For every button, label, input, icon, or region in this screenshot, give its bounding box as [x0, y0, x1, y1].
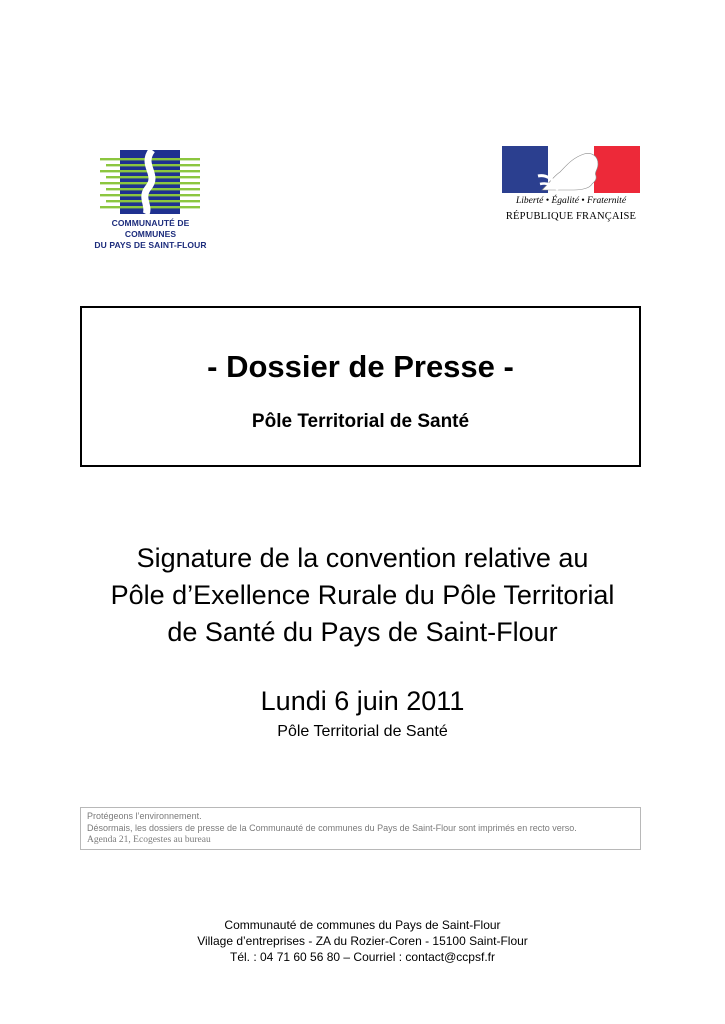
document-subtitle: Pôle Territorial de Santé: [251, 411, 470, 432]
footer-line-2: Village d’entreprises - ZA du Rozier-Coren - 15100 Saint-Flour: [197, 934, 528, 948]
environment-notice: [80, 807, 641, 850]
event-date: Lundi 6 juin 2011: [260, 686, 465, 716]
marianne-flag-icon: [502, 146, 640, 193]
republic-motto: Liberté • Égalité • Fraternité: [515, 196, 627, 206]
footer-address: [60, 917, 665, 965]
heading-line-2: Pôle d’Exellence Rurale du Pôle Territorial: [110, 580, 615, 610]
notice-line-2: Désormais, les dossiers de presse de la Communauté de communes du Pays de Saint-Flour sont imprimés en recto verso.: [87, 823, 577, 833]
heading-line-3: de Santé du Pays de Saint-Flour: [167, 617, 558, 647]
logo-left-line1: COMMUNAUTÉ DE COMMUNES: [111, 218, 190, 239]
title-box: [80, 306, 641, 467]
logo-left-line2: DU PAYS DE SAINT-FLOUR: [94, 240, 207, 250]
republic-name: RÉPUBLIQUE FRANÇAISE: [505, 211, 637, 222]
ccpsf-logo: [88, 148, 213, 248]
footer-line-1: Communauté de communes du Pays de Saint-Flour: [224, 918, 501, 932]
heading-line-1: Signature de la convention relative au: [136, 543, 589, 573]
document-title: - Dossier de Presse -: [207, 349, 514, 384]
notice-line-3: Agenda 21, Ecogestes au bureau: [87, 835, 211, 845]
footer-line-3: Tél. : 04 71 60 56 80 – Courriel : contact@ccpsf.fr: [230, 950, 495, 964]
republique-francaise-logo: [500, 144, 645, 234]
ccpsf-emblem: [100, 148, 200, 216]
event-place: Pôle Territorial de Santé: [277, 723, 448, 740]
main-heading: [60, 540, 665, 651]
notice-line-1: Protégeons l’environnement.: [87, 811, 202, 821]
